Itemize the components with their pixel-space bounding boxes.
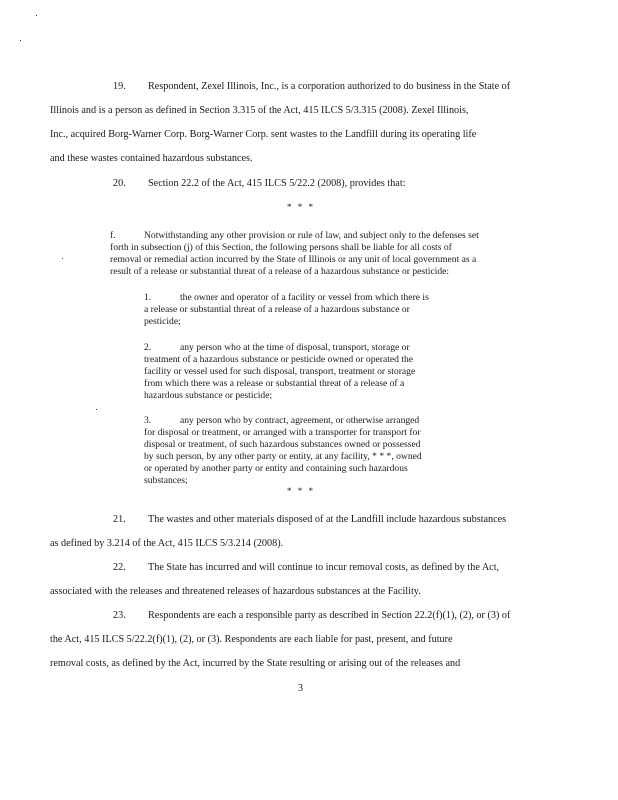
item-3-number: 3. <box>144 415 152 426</box>
item-2-line-4: from which there was a release or substantial threat of a release of a <box>144 378 405 389</box>
separator-top: * * * <box>287 202 315 212</box>
item-2-line-2: treatment of a hazardous substance or pesticide owned or operated the <box>144 354 414 365</box>
paragraph-21-line-2: as defined by 3.214 of the Act, 415 ILCS 5/3.214 (2008). <box>50 538 284 549</box>
item-2-line-5: hazardous substance or pesticide; <box>144 390 273 401</box>
item-3-line-5: or operated by another party or entity and containing such hazardous <box>144 463 408 474</box>
paragraph-23-line-1: Respondents are each a responsible party as described in Section 22.2(f)(1), (2), or (3) of <box>148 610 511 621</box>
scan-speck <box>96 409 97 410</box>
item-2-line-3: facility or vessel used for such disposal, transport, treatment or storage <box>144 366 416 377</box>
paragraph-20-number: 20. <box>113 178 126 189</box>
item-2-number: 2. <box>144 342 152 353</box>
paragraph-19-line-1: Respondent, Zexel Illinois, Inc., is a corporation authorized to do business in the State of <box>148 81 511 92</box>
item-1-line-2: a release or substantial threat of a release of a hazardous substance or <box>144 304 410 315</box>
quote-line-1: Notwithstanding any other provision or rule of law, and subject only to the defenses set <box>144 230 479 241</box>
quote-line-3: removal or remedial action incurred by the State of Illinois or any unit of local government as a <box>110 254 477 265</box>
quote-line-4: result of a release or substantial threat of a release of a hazardous substance or pesticide: <box>110 266 450 277</box>
quote-label: f. <box>110 230 116 241</box>
separator-bottom: * * * <box>287 486 315 496</box>
item-3-line-3: disposal or treatment, of such hazardous substances owned or possessed <box>144 439 421 450</box>
paragraph-21-line-1: The wastes and other materials disposed of at the Landfill include hazardous substances <box>148 514 507 525</box>
paragraph-19-number: 19. <box>113 81 126 92</box>
item-3-line-4: by such person, by any other party or entity, at any facility, * * *, owned <box>144 451 422 462</box>
page-number: 3 <box>298 683 303 694</box>
paragraph-23-line-2: the Act, 415 ILCS 5/22.2(f)(1), (2), or (3). Respondents are each liable for past, present, and future <box>50 634 453 645</box>
paragraph-23-line-3: removal costs, as defined by the Act, incurred by the State resulting or arising out of the releases and <box>50 658 461 669</box>
item-3-line-1: any person who by contract, agreement, or otherwise arranged <box>180 415 420 426</box>
paragraph-19-line-2: Illinois and is a person as defined in Section 3.315 of the Act, 415 ILCS 5/3.315 (2008). Zexel Illinois, <box>50 105 469 116</box>
scan-speck <box>20 40 21 41</box>
scan-speck <box>62 258 63 259</box>
paragraph-22-number: 22. <box>113 562 126 573</box>
item-2-line-1: any person who at the time of disposal, transport, storage or <box>180 342 410 353</box>
paragraph-19-line-4: and these wastes contained hazardous substances. <box>50 153 253 164</box>
item-1-line-1: the owner and operator of a facility or vessel from which there is <box>180 292 429 303</box>
paragraph-21-number: 21. <box>113 514 126 525</box>
paragraph-19-line-3: Inc., acquired Borg-Warner Corp. Borg-Warner Corp. sent wastes to the Landfill during its operating life <box>50 129 477 140</box>
paragraph-22-line-2: associated with the releases and threatened releases of hazardous substances at the Facility. <box>50 586 421 597</box>
item-3-line-2: for disposal or treatment, or arranged with a transporter for transport for <box>144 427 421 438</box>
item-3-line-6: substances; <box>144 475 188 486</box>
paragraph-20-line-1: Section 22.2 of the Act, 415 ILCS 5/22.2 (2008), provides that: <box>148 178 406 189</box>
paragraph-22-line-1: The State has incurred and will continue to incur removal costs, as defined by the Act, <box>148 562 500 573</box>
quote-line-2: forth in subsection (j) of this Section, the following persons shall be liable for all costs of <box>110 242 452 253</box>
scan-speck <box>36 15 37 16</box>
item-1-line-3: pesticide; <box>144 316 181 327</box>
item-1-number: 1. <box>144 292 152 303</box>
paragraph-23-number: 23. <box>113 610 126 621</box>
